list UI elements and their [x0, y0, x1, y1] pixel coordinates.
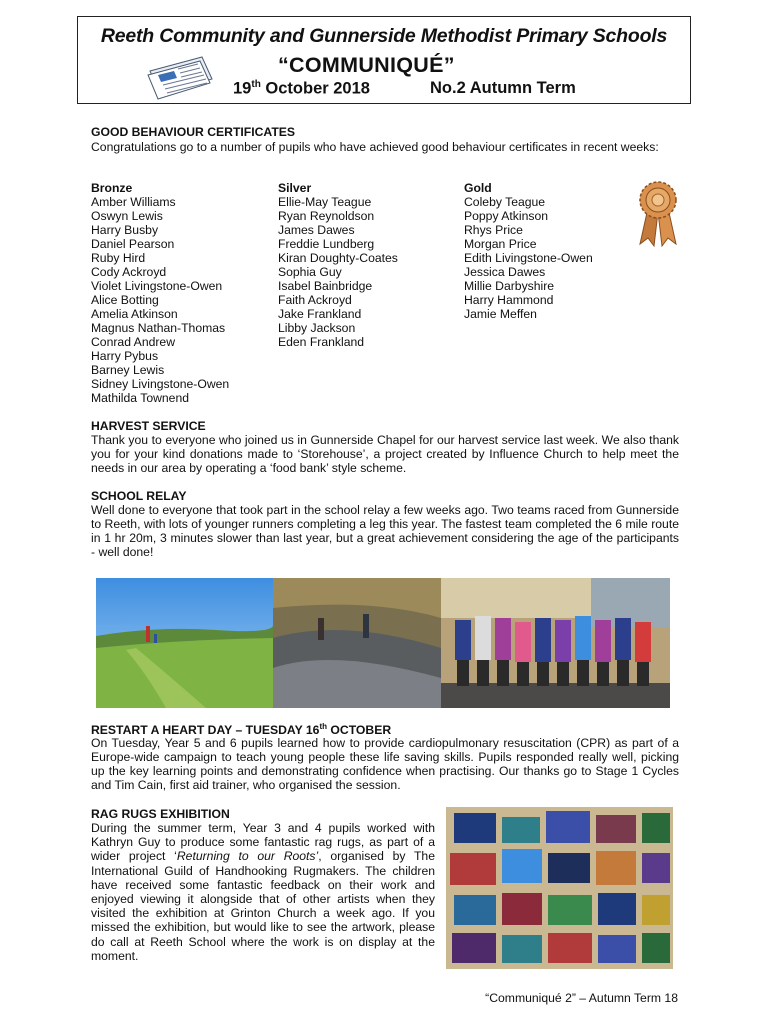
heart-day-heading: RESTART A HEART DAY – TUESDAY 16th OCTOBER — [91, 722, 392, 738]
list-item: Isabel Bainbridge — [278, 279, 373, 293]
list-item: Barney Lewis — [91, 363, 165, 377]
harvest-text: Thank you to everyone who joined us in Gunnerside Chapel for our harvest service last week. We also thank you for your kind donations made to ‘Storehouse’, a project created by Influence Church to help meet the needs in our area by operating a ‘food bank’ style scheme. — [91, 433, 679, 475]
list-item: Ruby Hird — [91, 251, 146, 265]
list-item: Kiran Doughty-Coates — [278, 251, 398, 265]
list-item: Freddie Lundberg — [278, 237, 375, 251]
list-item: Mathilda Townend — [91, 391, 190, 405]
certificates-heading: GOOD BEHAVIOUR CERTIFICATES — [91, 125, 296, 139]
list-item: Alice Botting — [91, 293, 159, 307]
heart-day-text: On Tuesday, Year 5 and 6 pupils learned how to provide cardiopulmonary resuscitation (CPR) as part of a Europe-wide campaign to teach young people these life saving skills. Pupils responded really well, picking up the key learning points and demonstrating confidence when practising. Our thanks go to Stage 1 Cycles and Tim Cain, first aid trainer, who organised the session. — [91, 736, 679, 792]
issue-number: No.2 Autumn Term — [430, 79, 576, 97]
relay-photo-hillside — [96, 578, 273, 708]
list-item: Daniel Pearson — [91, 237, 175, 251]
list-item: Magnus Nathan-Thomas — [91, 321, 226, 335]
bronze-column — [91, 181, 229, 405]
list-item: Harry Hammond — [464, 293, 554, 307]
relay-heading: SCHOOL RELAY — [91, 489, 187, 503]
page-footer: “Communiqué 2” – Autumn Term 18 — [485, 991, 678, 1005]
list-item: Coleby Teague — [464, 195, 546, 209]
list-item: Conrad Andrew — [91, 335, 176, 349]
list-item: Faith Ackroyd — [278, 293, 352, 307]
gold-heading: Gold — [464, 181, 492, 195]
list-item: Amelia Atkinson — [91, 307, 178, 321]
list-item: Cody Ackroyd — [91, 265, 167, 279]
newspaper-icon — [144, 51, 216, 106]
list-item: Violet Livingstone-Owen — [91, 279, 223, 293]
list-item: Amber Williams — [91, 195, 176, 209]
rag-rugs-photo — [446, 807, 673, 969]
list-item: Sophia Guy — [278, 265, 342, 279]
relay-photo-road — [273, 578, 441, 708]
relay-text: Well done to everyone that took part in the school relay a few weeks ago. Two teams raced from Gunnerside to Reeth, with lots of younger runners completing a leg this year. The fastest team completed the 6 mile route in 1 hr 20m, 3 minutes slower than last year, but a great achievement considering the age of the participants - well done! — [91, 503, 679, 559]
list-item: Ryan Reynoldson — [278, 209, 375, 223]
list-item: Jamie Meffen — [464, 307, 537, 321]
certificates-intro: Congratulations go to a number of pupils who have achieved good behaviour certificates in recent weeks: — [91, 140, 659, 154]
list-item: Poppy Atkinson — [464, 209, 549, 223]
rag-rugs-text: During the summer term, Year 3 and 4 pupils worked with Kathryn Guy to produce some fantastic rag rugs, as part of a wider project ‘Returning to our Roots’, organised by The International Guild of Handhooking Rugmakers. The children have received some fantastic feedback on their work and enjoyed viewing it alongside that of other artists when they visited the exhibition at Grinton Church a week ago. If you missed the exhibition, but would like to see the artwork, please do call at Reeth School where the work is on display at the moment. — [91, 821, 435, 963]
list-item: Morgan Price — [464, 237, 537, 251]
list-item: Millie Darbyshire — [464, 279, 555, 293]
list-item: Harry Busby — [91, 223, 159, 237]
list-item: Jake Frankland — [278, 307, 362, 321]
list-item: James Dawes — [278, 223, 355, 237]
list-item: Jessica Dawes — [464, 265, 546, 279]
list-item: Ellie-May Teague — [278, 195, 372, 209]
rosette-icon — [636, 180, 680, 253]
school-name: Reeth Community and Gunnerside Methodist Primary Schools — [100, 25, 668, 47]
bronze-heading: Bronze — [91, 181, 133, 195]
silver-heading: Silver — [278, 181, 312, 195]
list-item: Eden Frankland — [278, 335, 365, 349]
newsletter-title: “COMMUNIQUÉ” — [278, 53, 455, 77]
gold-column — [464, 181, 593, 321]
rag-rugs-heading: RAG RUGS EXHIBITION — [91, 807, 230, 821]
issue-date: 19th October 2018 — [233, 79, 370, 98]
list-item: Edith Livingstone-Owen — [464, 251, 593, 265]
list-item: Harry Pybus — [91, 349, 159, 363]
list-item: Oswyn Lewis — [91, 209, 163, 223]
relay-photo-team — [441, 578, 670, 708]
list-item: Libby Jackson — [278, 321, 356, 335]
newsletter-header — [77, 16, 691, 104]
list-item: Rhys Price — [464, 223, 523, 237]
list-item: Sidney Livingstone-Owen — [91, 377, 230, 391]
harvest-heading: HARVEST SERVICE — [91, 419, 206, 433]
silver-column — [278, 181, 398, 349]
